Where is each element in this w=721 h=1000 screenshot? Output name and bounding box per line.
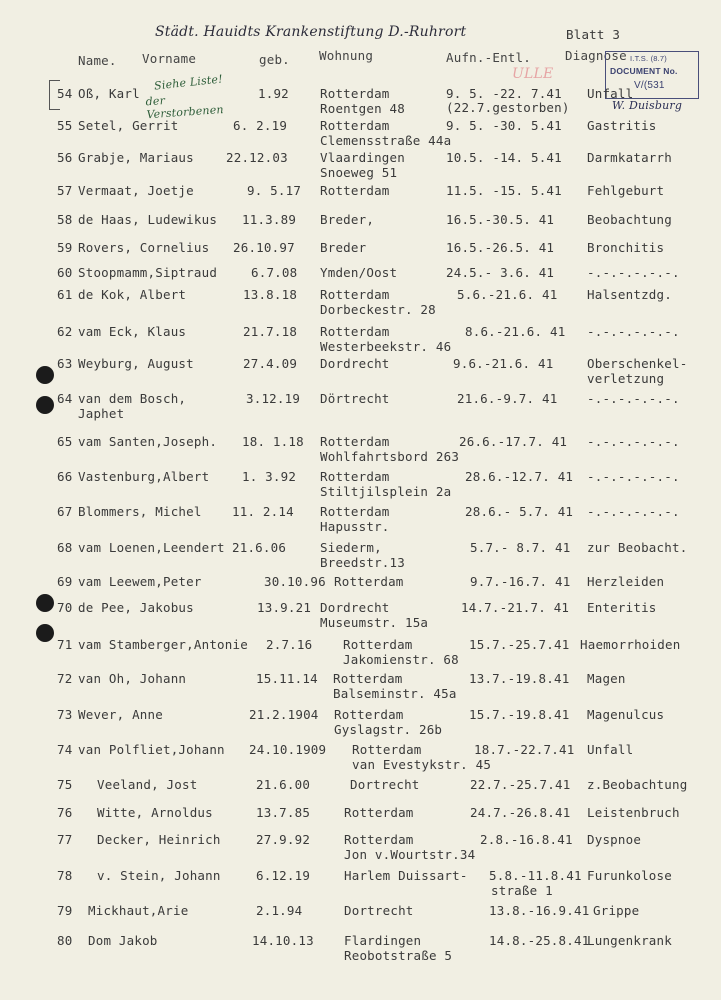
admission-discharge: 9.6.-21.6. 41 bbox=[453, 356, 554, 371]
admission-note: (22.7.gestorben) bbox=[446, 100, 570, 115]
birth-date: 2.7.16 bbox=[266, 637, 313, 652]
diagnosis: Enteritis bbox=[587, 600, 657, 615]
row-number: 59 bbox=[57, 240, 73, 255]
admission-discharge: 15.7.-19.8.41 bbox=[469, 707, 570, 722]
diagnosis: Bronchitis bbox=[587, 240, 665, 255]
birth-date: 18. 1.18 bbox=[242, 434, 304, 449]
row-number: 73 bbox=[57, 707, 73, 722]
residence: Dortrecht bbox=[350, 777, 420, 792]
header-wohnung: Wohnung bbox=[319, 48, 374, 63]
admission-discharge: 26.6.-17.7. 41 bbox=[459, 434, 568, 449]
row-number: 68 bbox=[57, 540, 73, 555]
diagnosis: Darmkatarrh bbox=[587, 150, 672, 165]
patient-name: Veeland, Jost bbox=[97, 777, 198, 792]
birth-date: 6.12.19 bbox=[256, 868, 311, 883]
residence-street: Jon v.Wourtstr.34 bbox=[344, 847, 476, 862]
residence: Breder bbox=[320, 240, 367, 255]
patient-name: Wever, Anne bbox=[78, 707, 163, 722]
birth-date: 22.12.03 bbox=[226, 150, 288, 165]
patient-name: Blommers, Michel bbox=[78, 504, 202, 519]
birth-date: 27.9.92 bbox=[256, 832, 311, 847]
diagnosis: Haemorrhoiden bbox=[580, 637, 681, 652]
row-number: 74 bbox=[57, 742, 73, 757]
patient-name: Vermaat, Joetje bbox=[78, 183, 194, 198]
row-number: 61 bbox=[57, 287, 73, 302]
diagnosis: Gastritis bbox=[587, 118, 657, 133]
row-number: 60 bbox=[57, 265, 73, 280]
residence: Rotterdam bbox=[320, 86, 390, 101]
residence: Breder, bbox=[320, 212, 375, 227]
residence-street: van Evestykstr. 45 bbox=[352, 757, 492, 772]
diagnosis: -.-.-.-.-.-. bbox=[587, 265, 680, 280]
document-title: Städt. Hauidts Krankenstiftung D.-Ruhrort bbox=[155, 24, 467, 40]
birth-date: 11.3.89 bbox=[242, 212, 297, 227]
row-number: 78 bbox=[57, 868, 73, 883]
patient-name: de Kok, Albert bbox=[78, 287, 187, 302]
header-vorname: Vorname bbox=[142, 51, 197, 66]
admission-discharge: 11.5. -15. 5.41 bbox=[446, 183, 562, 198]
birth-date: 15.11.14 bbox=[256, 671, 318, 686]
birth-date: 6.7.08 bbox=[251, 265, 298, 280]
diagnosis: -.-.-.-.-.-. bbox=[587, 469, 680, 484]
birth-date: 21.7.18 bbox=[243, 324, 298, 339]
row-number: 64 bbox=[57, 391, 73, 406]
row-number: 55 bbox=[57, 118, 73, 133]
admission-discharge: 13.7.-19.8.41 bbox=[469, 671, 570, 686]
residence: Rotterdam bbox=[320, 434, 390, 449]
residence: Vlaardingen bbox=[320, 150, 405, 165]
residence-street: straße 1 bbox=[491, 883, 553, 898]
diagnosis: -.-.-.-.-.-. bbox=[587, 324, 680, 339]
patient-name: Witte, Arnoldus bbox=[97, 805, 213, 820]
admission-discharge: 5.7.- 8.7. 41 bbox=[470, 540, 571, 555]
row-number: 69 bbox=[57, 574, 73, 589]
birth-date: 13.9.21 bbox=[257, 600, 312, 615]
residence-street: Hapusstr. bbox=[320, 519, 390, 534]
diagnosis: Herzleiden bbox=[587, 574, 665, 589]
patient-name: Grabje, Mariaus bbox=[78, 150, 194, 165]
diagnosis: Furunkolose bbox=[587, 868, 672, 883]
residence-street: Westerbeekstr. 46 bbox=[320, 339, 452, 354]
residence-street: Balseminstr. 45a bbox=[333, 686, 457, 701]
birth-date: 24.10.1909 bbox=[249, 742, 327, 757]
birth-date: 2.1.94 bbox=[256, 903, 303, 918]
diagnosis: -.-.-.-.-.-. bbox=[587, 504, 680, 519]
diagnosis: Beobachtung bbox=[587, 212, 672, 227]
faint-stamp-mark: ULLE bbox=[512, 66, 554, 82]
row-number: 77 bbox=[57, 832, 73, 847]
diagnosis: Halsentzdg. bbox=[587, 287, 672, 302]
birth-date: 9. 5.17 bbox=[247, 183, 302, 198]
admission-discharge: 28.6.- 5.7. 41 bbox=[465, 504, 574, 519]
header-geb: geb. bbox=[259, 52, 290, 67]
row-number: 54 bbox=[57, 86, 73, 101]
header-diagnose: Diagnose bbox=[565, 48, 627, 63]
row-number: 72 bbox=[57, 671, 73, 686]
margin-note-line-2: der Verstorbenen bbox=[145, 94, 225, 122]
admission-discharge: 15.7.-25.7.41 bbox=[469, 637, 570, 652]
residence: Dordrecht bbox=[320, 600, 390, 615]
patient-name: Dom Jakob bbox=[88, 933, 158, 948]
header-aufn-entl: Aufn.-Entl. bbox=[446, 50, 531, 65]
residence: Ymden/Oost bbox=[320, 265, 398, 280]
admission-discharge: 24.5.- 3.6. 41 bbox=[446, 265, 555, 280]
residence: Rotterdam bbox=[320, 469, 390, 484]
residence: Rotterdam bbox=[320, 118, 390, 133]
row-number: 70 bbox=[57, 600, 73, 615]
residence-street: Jakomienstr. 68 bbox=[343, 652, 459, 667]
stamp-line-3: V/(531 bbox=[634, 80, 665, 91]
admission-discharge: 16.5.-30.5. 41 bbox=[446, 212, 555, 227]
residence-street: Stiltjilsplein 2a bbox=[320, 484, 452, 499]
residence: Rotterdam bbox=[320, 287, 390, 302]
residence: Rotterdam bbox=[344, 832, 414, 847]
admission-discharge: 24.7.-26.8.41 bbox=[470, 805, 571, 820]
patient-name: vam Santen,Joseph. bbox=[78, 434, 218, 449]
admission-discharge: 5.8.-11.8.41 bbox=[489, 868, 582, 883]
patient-name-continued: Japhet bbox=[78, 406, 125, 421]
diagnosis: z.Beobachtung bbox=[587, 777, 688, 792]
patient-name: van dem Bosch, bbox=[78, 391, 187, 406]
patient-name: Weyburg, August bbox=[78, 356, 194, 371]
residence: Rotterdam bbox=[343, 637, 413, 652]
handwritten-margin-note bbox=[145, 72, 242, 122]
admission-discharge: 5.6.-21.6. 41 bbox=[457, 287, 558, 302]
residence-street: Roentgen 48 bbox=[320, 101, 405, 116]
diagnosis: Oberschenkel- bbox=[587, 356, 688, 371]
residence-street: Gyslagstr. 26b bbox=[334, 722, 443, 737]
row-number: 79 bbox=[57, 903, 73, 918]
margin-note-line-1: Siehe Liste! bbox=[153, 72, 224, 93]
patient-name: vam Loenen,Leendert bbox=[78, 540, 225, 555]
residence: Dörtrecht bbox=[320, 391, 390, 406]
patient-name: Setel, Gerrit bbox=[78, 118, 179, 133]
punch-hole bbox=[36, 624, 54, 642]
birth-date: 6. 2.19 bbox=[233, 118, 288, 133]
residence: Rotterdam bbox=[320, 183, 390, 198]
stamp-line-2: DOCUMENT No. bbox=[610, 66, 678, 76]
admission-discharge: 10.5. -14. 5.41 bbox=[446, 150, 562, 165]
residence-street: Snoeweg 51 bbox=[320, 165, 398, 180]
patient-name: Vastenburg,Albert bbox=[78, 469, 210, 484]
residence-street: Wohlfahrtsbord 263 bbox=[320, 449, 460, 464]
row-number: 80 bbox=[57, 933, 73, 948]
admission-discharge: 18.7.-22.7.41 bbox=[474, 742, 575, 757]
residence-street: Dorbeckestr. 28 bbox=[320, 302, 436, 317]
residence: Harlem Duissart- bbox=[344, 868, 468, 883]
residence: Rotterdam bbox=[334, 707, 404, 722]
birth-date: 21.6.06 bbox=[232, 540, 287, 555]
birth-date: 13.8.18 bbox=[243, 287, 298, 302]
residence: Rotterdam bbox=[320, 504, 390, 519]
diagnosis: Dyspnoe bbox=[587, 832, 642, 847]
row-number: 65 bbox=[57, 434, 73, 449]
header-name: Name. bbox=[78, 53, 117, 68]
patient-name: Decker, Heinrich bbox=[97, 832, 221, 847]
diagnosis: Magen bbox=[587, 671, 626, 686]
row-number: 57 bbox=[57, 183, 73, 198]
admission-discharge: 9.7.-16.7. 41 bbox=[470, 574, 571, 589]
birth-date: 21.6.00 bbox=[256, 777, 311, 792]
residence-street: Reobotstraße 5 bbox=[344, 948, 453, 963]
patient-name: van Polfliet,Johann bbox=[78, 742, 225, 757]
admission-discharge: 22.7.-25.7.41 bbox=[470, 777, 571, 792]
diagnosis: Unfall bbox=[587, 742, 634, 757]
row-number: 58 bbox=[57, 212, 73, 227]
row-number: 71 bbox=[57, 637, 73, 652]
birth-date: 26.10.97 bbox=[233, 240, 295, 255]
punch-hole bbox=[36, 396, 54, 414]
birth-date: 1.92 bbox=[258, 86, 289, 101]
patient-name: van Oh, Johann bbox=[78, 671, 187, 686]
birth-date: 30.10.96 bbox=[264, 574, 326, 589]
row-number: 62 bbox=[57, 324, 73, 339]
birth-date: 14.10.13 bbox=[252, 933, 314, 948]
admission-discharge: 28.6.-12.7. 41 bbox=[465, 469, 574, 484]
patient-name: Oß, Karl bbox=[78, 86, 140, 101]
patient-name: de Pee, Jakobus bbox=[78, 600, 194, 615]
admission-discharge: 16.5.-26.5. 41 bbox=[446, 240, 555, 255]
diagnosis: Leistenbruch bbox=[587, 805, 680, 820]
patient-name: vam Leewem,Peter bbox=[78, 574, 202, 589]
diagnosis: zur Beobacht. bbox=[587, 540, 688, 555]
birth-date: 13.7.85 bbox=[256, 805, 311, 820]
punch-hole bbox=[36, 366, 54, 384]
stamp-line-1: I.T.S. (8.7) bbox=[630, 54, 667, 63]
birth-date: 11. 2.14 bbox=[232, 504, 294, 519]
admission-discharge: 21.6.-9.7. 41 bbox=[457, 391, 558, 406]
row-number: 75 bbox=[57, 777, 73, 792]
row-number: 63 bbox=[57, 356, 73, 371]
birth-date: 1. 3.92 bbox=[242, 469, 297, 484]
row-number: 67 bbox=[57, 504, 73, 519]
residence: Dordrecht bbox=[320, 356, 390, 371]
patient-name: Rovers, Cornelius bbox=[78, 240, 210, 255]
diagnosis: Unfall bbox=[587, 86, 634, 101]
sheet-number: Blatt 3 bbox=[566, 27, 621, 42]
residence: Rotterdam bbox=[334, 574, 404, 589]
residence: Rotterdam bbox=[344, 805, 414, 820]
residence: Dortrecht bbox=[344, 903, 414, 918]
diagnosis: Fehlgeburt bbox=[587, 183, 665, 198]
patient-name: Mickhaut,Arie bbox=[88, 903, 189, 918]
admission-discharge: 2.8.-16.8.41 bbox=[480, 832, 573, 847]
admission-discharge: 14.8.-25.8.41 bbox=[489, 933, 590, 948]
birth-date: 3.12.19 bbox=[246, 391, 301, 406]
diagnosis: -.-.-.-.-.-. bbox=[587, 391, 680, 406]
residence: Rotterdam bbox=[320, 324, 390, 339]
diagnosis: -.-.-.-.-.-. bbox=[587, 434, 680, 449]
patient-name: Stoopmamm,Siptraud bbox=[78, 265, 218, 280]
patient-name: vam Stamberger,Antonie bbox=[78, 637, 248, 652]
residence: Rotterdam bbox=[333, 671, 403, 686]
stamp-signature: W. Duisburg bbox=[612, 99, 683, 112]
row-number: 76 bbox=[57, 805, 73, 820]
patient-name: de Haas, Ludewikus bbox=[78, 212, 218, 227]
birth-date: 21.2.1904 bbox=[249, 707, 319, 722]
admission-discharge: 9. 5. -22. 7.41 bbox=[446, 86, 562, 101]
diagnosis: Magenulcus bbox=[587, 707, 665, 722]
residence: Siederm, bbox=[320, 540, 382, 555]
patient-name: vam Eck, Klaus bbox=[78, 324, 187, 339]
row-number: 66 bbox=[57, 469, 73, 484]
admission-discharge: 13.8.-16.9.41 bbox=[489, 903, 590, 918]
diagnosis: Lungenkrank bbox=[587, 933, 672, 948]
residence-street: Breedstr.13 bbox=[320, 555, 405, 570]
admission-discharge: 14.7.-21.7. 41 bbox=[461, 600, 570, 615]
patient-name: v. Stein, Johann bbox=[97, 868, 221, 883]
admission-discharge: 9. 5. -30. 5.41 bbox=[446, 118, 562, 133]
birth-date: 27.4.09 bbox=[243, 356, 298, 371]
row-number: 56 bbox=[57, 150, 73, 165]
diagnosis: Grippe bbox=[593, 903, 640, 918]
residence: Rotterdam bbox=[352, 742, 422, 757]
punch-hole bbox=[36, 594, 54, 612]
residence-street: Clemensstraße 44a bbox=[320, 133, 452, 148]
residence: Flardingen bbox=[344, 933, 422, 948]
diagnosis-continued: verletzung bbox=[587, 371, 665, 386]
admission-discharge: 8.6.-21.6. 41 bbox=[465, 324, 566, 339]
residence-street: Museumstr. 15a bbox=[320, 615, 429, 630]
